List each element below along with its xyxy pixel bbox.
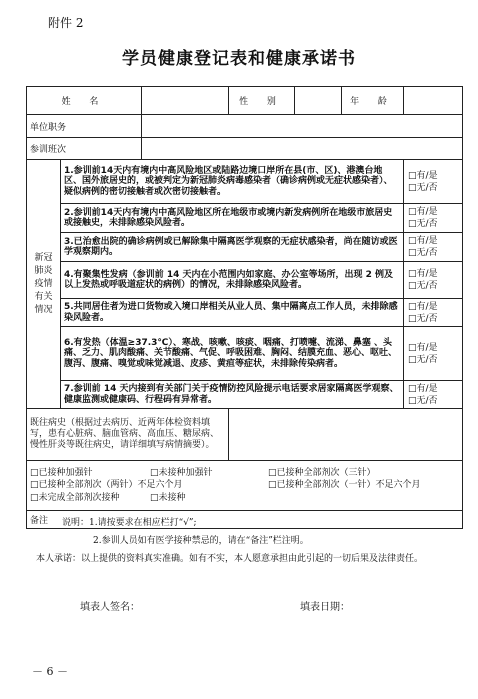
yes-checkbox[interactable]: □有/是 bbox=[408, 170, 438, 181]
age-field[interactable] bbox=[404, 87, 463, 115]
vaccine-option[interactable]: □已接种全部剂次（一针）不足六个月 bbox=[268, 480, 421, 491]
class-label: 参训班次 bbox=[27, 138, 142, 160]
question-row bbox=[27, 299, 463, 327]
question-text: 2.参训前14天内有境内中高风险地区所在地级市或境内新发病例所在地级市旅居史或接触史，未排除感染风险者。 bbox=[61, 204, 404, 233]
remarks-label[interactable]: 备注 bbox=[27, 511, 463, 529]
commitment-text: 本人承诺：以上提供的资料真实准确。如有不实，本人愿意承担由此引起的一切后果及法律责任。 bbox=[36, 554, 424, 564]
yes-checkbox[interactable]: □有/是 bbox=[408, 269, 438, 279]
yes-checkbox[interactable]: □有/是 bbox=[408, 383, 438, 394]
name-label: 姓 名 bbox=[27, 87, 142, 115]
question-row bbox=[27, 160, 463, 204]
question-text: 3.已治愈出院的确诊病例或已解除集中隔离医学观察的无症状感染者，尚在随访或医学观察期内。 bbox=[61, 233, 404, 262]
unit-field[interactable] bbox=[142, 115, 463, 138]
side-label-line: 疫情 bbox=[34, 278, 53, 289]
question-row bbox=[27, 262, 463, 299]
question-text: 5.共同居住者为进口货物或入境口岸相关从业人员、集中隔离点工作人员，未排除感染风险者。 bbox=[61, 299, 404, 327]
vaccine-option[interactable]: □已接种加强针 bbox=[30, 467, 93, 478]
no-checkbox[interactable]: □无/否 bbox=[408, 248, 438, 258]
note-line-1: 说明：1.请按要求在相应栏打“√”; bbox=[62, 518, 197, 528]
yes-checkbox[interactable]: □有/是 bbox=[408, 236, 438, 246]
age-label: 年 龄 bbox=[342, 87, 404, 115]
gender-label: 性 别 bbox=[229, 87, 295, 115]
class-field[interactable] bbox=[142, 138, 463, 160]
question-row bbox=[27, 381, 463, 409]
vaccine-option[interactable]: □未接种 bbox=[150, 492, 186, 503]
question-text: 7.参训前 14 天内接到有关部门关于疫情防控风险提示电话要求居家隔离医学观察、健康监测或健康码、行程码有异常者。 bbox=[61, 381, 404, 409]
vaccine-options bbox=[27, 461, 463, 511]
vaccine-option[interactable]: □未完成全部剂次接种 bbox=[30, 492, 120, 503]
page-number: － 6 － bbox=[32, 665, 68, 678]
personal-info-row bbox=[27, 87, 463, 115]
vaccine-row bbox=[27, 461, 463, 511]
side-label-line: 新冠 bbox=[34, 252, 53, 263]
class-row bbox=[27, 138, 463, 160]
answer-options[interactable] bbox=[404, 299, 463, 327]
question-text: 4.有聚集性发病（参训前 14 天内在小范围内如家庭、办公室等场所，出现 2 例及以上发热或呼吸道症状的病例）的情况，未排除感染风险者。 bbox=[61, 262, 404, 299]
question-row bbox=[27, 233, 463, 262]
gender-field[interactable] bbox=[295, 87, 342, 115]
attachment-label: 附件 2 bbox=[48, 16, 84, 30]
covid-section-label bbox=[27, 160, 61, 409]
no-checkbox[interactable]: □无/否 bbox=[408, 182, 438, 193]
answer-options[interactable] bbox=[404, 160, 463, 204]
signer-label: 填表人签名： bbox=[80, 602, 140, 613]
no-checkbox[interactable]: □无/否 bbox=[408, 395, 438, 406]
notes bbox=[36, 514, 455, 568]
page-title: 学员健康登记表和健康承诺书 bbox=[122, 49, 356, 69]
unit-row bbox=[27, 115, 463, 138]
no-checkbox[interactable]: □无/否 bbox=[408, 354, 438, 365]
note-line-2: 2.参训人员如有医学接种禁忌的，请在“备注”栏注明。 bbox=[93, 536, 309, 546]
medical-history-row bbox=[27, 409, 463, 461]
side-label-line: 肺炎 bbox=[34, 265, 53, 276]
question-text: 1.参训前14天内有境内中高风险地区或陆路边境口岸所在县(市、区)、港澳台地区、国外旅居史的，或被判定为新冠肺炎病毒感染者（确诊病例或无症状感染者）、疑似病例的密切接触者或次密切接触者。 bbox=[61, 160, 404, 204]
question-row bbox=[27, 327, 463, 381]
answer-options[interactable] bbox=[404, 262, 463, 299]
vaccine-option[interactable]: □已接种全部剂次（两针）不足六个月 bbox=[30, 480, 183, 491]
question-text: 6.有发热（体温≥37.3℃）、寒战、咳嗽、咳痰、咽痛、打喷嚏、流涕、鼻塞 、头痛、乏力、肌肉酸痛、关节酸痛、气促、呼吸困难、胸闷、结膜充血、恶心、呕吐、腹泻、腹痛、嗅觉或味觉减退、皮疹、黄疸等症状，未排除传染病者。 bbox=[61, 327, 404, 381]
yes-checkbox[interactable]: □有/是 bbox=[408, 301, 438, 312]
vaccine-option[interactable]: □已接种全部剂次（三针） bbox=[268, 467, 376, 478]
name-field[interactable] bbox=[142, 87, 229, 115]
yes-checkbox[interactable]: □有/是 bbox=[408, 342, 438, 353]
date-label: 填表日期： bbox=[300, 602, 350, 613]
side-label-line: 情况 bbox=[34, 304, 53, 315]
side-label-line: 有关 bbox=[34, 291, 53, 302]
medical-history-label: 既往病史（根据过去病历、近两年体检资料填写，患有心脏病、脑血管病、高血压、糖尿病、慢性肝炎等既往病史，请详细填写病情摘要）。 bbox=[27, 409, 229, 461]
answer-options[interactable] bbox=[404, 204, 463, 233]
no-checkbox[interactable]: □无/否 bbox=[408, 219, 438, 229]
no-checkbox[interactable]: □无/否 bbox=[408, 281, 438, 291]
answer-options[interactable] bbox=[404, 381, 463, 409]
unit-label: 单位职务 bbox=[27, 115, 142, 138]
question-row bbox=[27, 204, 463, 233]
yes-checkbox[interactable]: □有/是 bbox=[408, 207, 438, 217]
vaccine-option[interactable]: □未接种加强针 bbox=[150, 467, 213, 478]
answer-options[interactable] bbox=[404, 327, 463, 381]
health-form-table bbox=[26, 86, 463, 529]
answer-options[interactable] bbox=[404, 233, 463, 262]
no-checkbox[interactable]: □无/否 bbox=[408, 313, 438, 324]
medical-history-field[interactable] bbox=[229, 409, 463, 461]
